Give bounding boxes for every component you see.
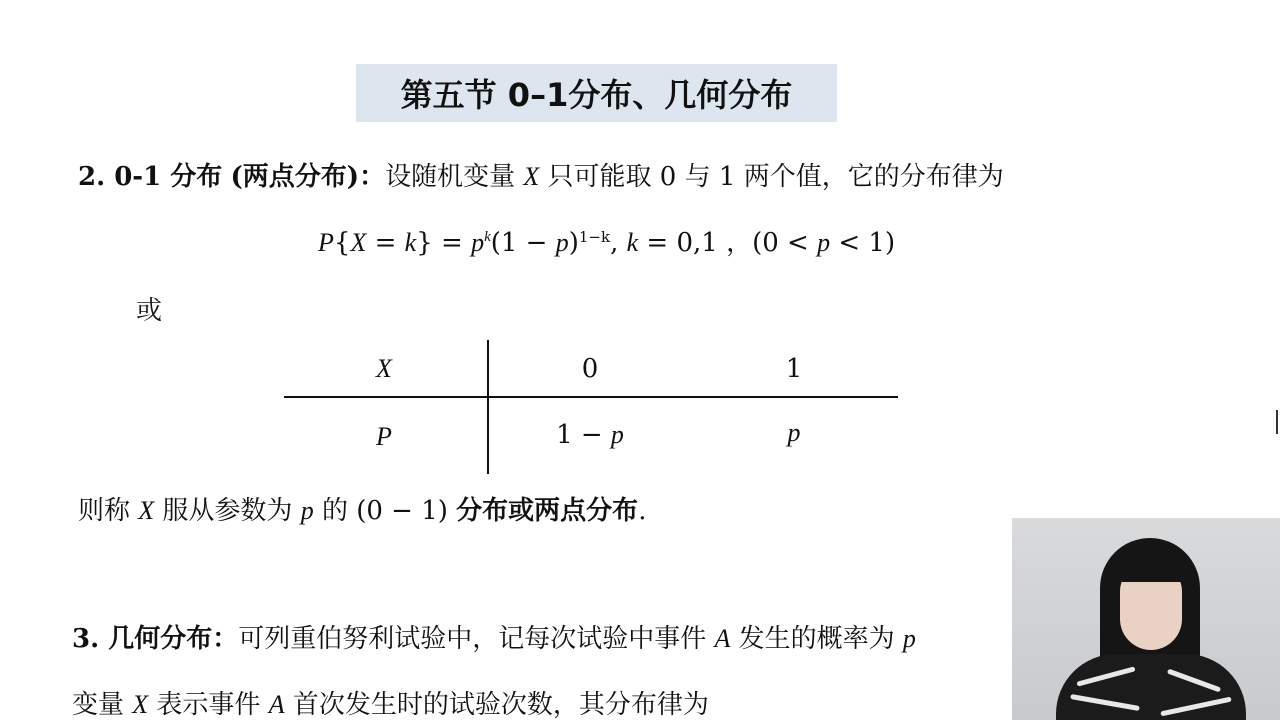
table-header-value-1: 1 (785, 354, 803, 384)
or-text: 或 (136, 296, 163, 326)
formula-cond-open: (0 < (752, 228, 818, 258)
sweater-stripe (1167, 669, 1221, 693)
formula-x: X (350, 228, 367, 257)
section-title: 第五节 0–1分布、几何分布 (400, 76, 793, 114)
conclusion-x: X (138, 496, 155, 525)
section3-colon: ： (212, 624, 239, 654)
section3-a: A (714, 624, 731, 653)
presenter-bangs (1116, 548, 1190, 582)
section3-line2-c: 首次发生时的试验次数，其分布律为 (284, 690, 709, 720)
formula-sup-k: k (484, 229, 491, 245)
formula-eq1: = (366, 228, 405, 258)
table-row-value-0 (530, 418, 650, 452)
sweater-stripe (1070, 694, 1140, 711)
section3-label: 3. 几何分布 (72, 624, 213, 654)
formula-cond-close: < 1) (830, 228, 896, 258)
conclusion-c: 的 (0 − 1) (313, 496, 457, 526)
formula-comma: , (610, 228, 627, 258)
text-cursor-marker (1276, 410, 1278, 434)
conclusion-b: 服从参数为 (154, 496, 301, 526)
table-row-value-0-text: 1 − (556, 420, 611, 450)
sweater-stripe (1160, 697, 1231, 717)
conclusion-p: p (300, 496, 314, 525)
conclusion-a: 则称 (78, 496, 139, 526)
section3-text-b: 发生的概率为 (730, 624, 903, 654)
pmf-formula (318, 226, 895, 260)
table-horizontal-rule (284, 396, 898, 398)
section-title-box (356, 64, 837, 122)
table-row-value-0-p: p (610, 420, 624, 449)
table-row-value-1: p (787, 418, 801, 447)
table-vertical-rule (487, 340, 489, 474)
presenter-webcam (1012, 518, 1280, 720)
section2-var: X (523, 162, 540, 191)
formula-k: k (404, 228, 417, 257)
conclusion-end: . (638, 496, 647, 526)
conclusion-bold: 分布或两点分布 (456, 496, 639, 526)
formula-p-lhs: P (318, 228, 334, 257)
table-header-value-0: 0 (581, 354, 599, 384)
formula-close: ) (568, 228, 579, 258)
section3-text-a: 可列重伯努利试验中，记每次试验中事件 (238, 624, 715, 654)
sweater-stripe (1076, 666, 1135, 686)
formula-p1: p (471, 228, 485, 257)
table-header-var: X (376, 354, 392, 383)
section2-label-paren: (两点分布) (230, 162, 360, 192)
formula-brace-open: { (333, 228, 351, 258)
formula-sup-1k: 1−k (578, 228, 611, 246)
formula-p2: p (555, 228, 569, 257)
formula-k2: k (626, 228, 639, 257)
section2-text-a: 设随机变量 (385, 162, 524, 192)
section3-line2-ev: A (268, 690, 285, 719)
section2-text-b: 只可能取 0 与 1 两个值，它的分布律为 (539, 162, 1004, 192)
section2-colon: ： (359, 162, 386, 192)
section2-label: 2. 0-1 分布 (78, 162, 223, 192)
conclusion (78, 494, 646, 528)
formula-tail: = 0,1 ， (638, 228, 753, 258)
section3-line2-a: 变量 (72, 690, 133, 720)
section3-definition (72, 622, 916, 656)
section3-p: p (902, 624, 916, 653)
formula-mid: (1 − (490, 228, 556, 258)
section3-line2 (72, 688, 709, 722)
section3-line2-b: 表示事件 (148, 690, 269, 720)
section2-definition (78, 160, 1004, 194)
formula-p3: p (817, 228, 831, 257)
section3-line2-x: X (132, 690, 149, 719)
presenter-sweater (1056, 654, 1246, 720)
formula-brace-close: } = (416, 228, 472, 258)
table-row-var: P (376, 422, 392, 451)
